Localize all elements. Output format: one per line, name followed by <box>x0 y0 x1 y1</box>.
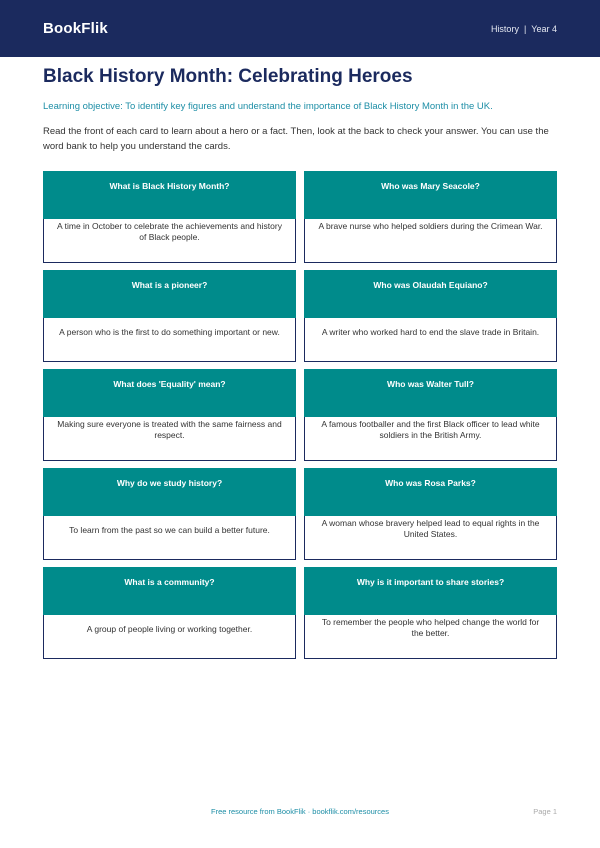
card-front: Who was Mary Seacole? <box>304 171 557 219</box>
flashcard[interactable] <box>304 567 557 659</box>
card-front: What is a community? <box>43 567 296 615</box>
flashcard[interactable] <box>304 468 557 560</box>
card-back: A brave nurse who helped soldiers during the Crimean War. <box>304 219 557 263</box>
flashcard[interactable] <box>43 369 296 461</box>
flashcard[interactable] <box>43 567 296 659</box>
brand-logo[interactable]: BookFlik <box>43 20 108 37</box>
card-front: Who was Walter Tull? <box>304 369 557 417</box>
card-front: Who was Rosa Parks? <box>304 468 557 516</box>
flashcard[interactable] <box>304 369 557 461</box>
header-bar <box>0 0 600 57</box>
flashcard[interactable] <box>43 171 296 263</box>
header-meta <box>491 24 557 34</box>
card-front: Why is it important to share stories? <box>304 567 557 615</box>
card-front: Who was Olaudah Equiano? <box>304 270 557 318</box>
footer-credit[interactable]: Free resource from BookFlik · bookflik.com/resources <box>211 807 389 816</box>
flashcard-grid <box>43 171 557 659</box>
learning-objective: Learning objective: To identify key figures and understand the importance of Black History Month in the UK. <box>43 101 493 112</box>
flashcard[interactable] <box>43 468 296 560</box>
flashcard[interactable] <box>43 270 296 362</box>
year-label: Year 4 <box>531 23 557 34</box>
flashcard[interactable] <box>304 171 557 263</box>
card-back: A famous footballer and the first Black officer to lead white soldiers in the British Army. <box>304 417 557 461</box>
card-front: Why do we study history? <box>43 468 296 516</box>
card-back: A woman whose bravery helped lead to equal rights in the United States. <box>304 516 557 560</box>
card-back: To learn from the past so we can build a better future. <box>43 516 296 560</box>
subject-label: History <box>490 23 519 34</box>
card-back: A writer who worked hard to end the slave trade in Britain. <box>304 318 557 362</box>
instructions-text: Read the front of each card to learn about a hero or a fact. Then, look at the back to check your answer. You can use the word bank to help you understand the cards. <box>43 126 549 152</box>
meta-separator: | <box>523 23 527 34</box>
card-back: A person who is the first to do something important or new. <box>43 318 296 362</box>
card-front: What is a pioneer? <box>43 270 296 318</box>
card-back: A group of people living or working together. <box>43 615 296 659</box>
card-back: Making sure everyone is treated with the same fairness and respect. <box>43 417 296 461</box>
card-back: To remember the people who helped change the world for the better. <box>304 615 557 659</box>
flashcard[interactable] <box>304 270 557 362</box>
card-back: A time in October to celebrate the achievements and history of Black people. <box>43 219 296 263</box>
card-front: What is Black History Month? <box>43 171 296 219</box>
page-number: Page 1 <box>533 807 557 816</box>
page-title: Black History Month: Celebrating Heroes <box>43 66 413 87</box>
card-front: What does 'Equality' mean? <box>43 369 296 417</box>
